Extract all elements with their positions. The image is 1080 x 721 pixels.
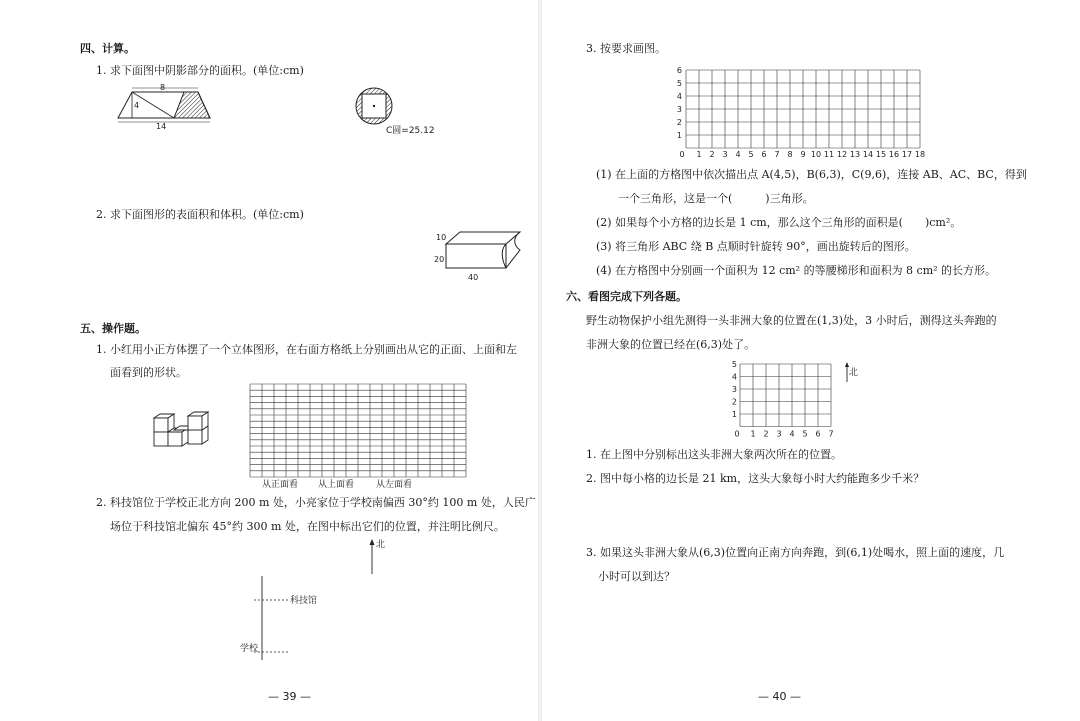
- cuboid-figure: [432, 226, 532, 286]
- question-3-4: (4) 在方格图中分别画一个面积为 12 cm² 的等腰梯形和面积为 8 cm² 的长方形。: [596, 264, 997, 277]
- section-4-title: 四、计算。: [80, 42, 135, 55]
- grid1-x-tick: 11: [823, 150, 835, 159]
- view-label-left: 从左面看: [376, 480, 413, 490]
- grid1-x-tick: 12: [836, 150, 848, 159]
- cuboid-height-label: 20: [434, 255, 445, 264]
- grid1-y-tick: 3: [676, 105, 682, 114]
- trapezoid-bottom-label: 14: [156, 122, 167, 131]
- grid2-x-tick: 5: [802, 429, 808, 439]
- grid1-x-tick: 7: [774, 150, 780, 159]
- grid1-x-tick: 6: [761, 150, 767, 159]
- grid1-x-tick: 17: [901, 150, 913, 159]
- trapezoid-height-label: 4: [134, 101, 140, 110]
- section-6-question-2: 2. 图中每小格的边长是 21 km，这头大象每小时大约能跑多少千米？: [586, 472, 925, 485]
- section-6-line1: 野生动物保护小组先测得一头非洲大象的位置在(1,3)处，3 小时后，测得这头奔跑的: [586, 314, 997, 327]
- grid1-y-tick: 5: [676, 79, 682, 88]
- cube-stack-figure: [150, 406, 220, 454]
- page-40: [540, 0, 1080, 721]
- grid2-y-tick: 2: [731, 397, 737, 407]
- grid1-x-tick: 18: [914, 150, 926, 159]
- grid2-x-tick: 0: [734, 429, 740, 439]
- grid1-x-tick: 4: [735, 150, 741, 159]
- section-6-question-1: 1. 在上图中分别标出这头非洲大象两次所在的位置。: [586, 448, 842, 461]
- grid1-x-tick: 0: [679, 150, 685, 159]
- grid2-x-tick: 7: [828, 429, 834, 439]
- section-6-question-3-line2: 小时可以到达？: [598, 570, 675, 583]
- grid2-north-label: 北: [849, 368, 859, 378]
- circle-circumference-label: C圆=25.12: [386, 126, 435, 136]
- grid2-y-tick: 5: [731, 360, 737, 369]
- grid2-x-tick: 4: [789, 429, 795, 439]
- grid2-x-tick: 1: [750, 429, 756, 439]
- page-number-left: — 39 —: [268, 690, 311, 703]
- section-6-question-3-line1: 3. 如果这头非洲大象从(6,3)位置向正南方向奔跑，到(6,1)处喝水，照上面的速度，几: [586, 546, 1005, 559]
- grid1-x-tick: 8: [787, 150, 793, 159]
- grid1-y-tick: 4: [676, 92, 682, 101]
- question-5-1-line1: 1. 小红用小正方体摆了一个立体图形，在右面方格纸上分别画出从它的正面、上面和左: [96, 343, 517, 356]
- views-grid: [248, 382, 470, 490]
- grid2-y-tick: 1: [731, 410, 737, 419]
- question-5-2-line1: 2. 科技馆位于学校正北方向 200 m 处，小亮家位于学校南偏西 30°约 100 m 处，人民广: [96, 496, 536, 509]
- question-4-2: 2. 求下面图形的表面积和体积。(单位:cm): [96, 208, 304, 221]
- cuboid-length-label: 40: [468, 273, 479, 282]
- grid1-y-tick: 6: [676, 66, 682, 75]
- question-5-1-line2: 面看到的形状。: [110, 366, 187, 379]
- grid1-y-tick: 2: [676, 118, 682, 127]
- school-label: 学校: [240, 644, 259, 654]
- museum-label: 科技馆: [290, 596, 318, 606]
- grid1-x-tick: 14: [862, 150, 874, 159]
- grid1-x-tick: 16: [888, 150, 900, 159]
- grid2-x-tick: 6: [815, 429, 821, 439]
- grid1-x-tick: 5: [748, 150, 754, 159]
- question-3-title: 3. 按要求画图。: [586, 42, 666, 55]
- question-3-2: (2) 如果每个小方格的边长是 1 cm，那么这个三角形的面积是( )cm²。: [596, 216, 962, 229]
- trapezoid-figure: [112, 82, 212, 132]
- page-number-right: — 40 —: [758, 690, 801, 703]
- grid1-x-tick: 10: [810, 150, 822, 159]
- grid2-x-tick: 2: [763, 429, 769, 439]
- grid2-y-tick: 3: [731, 385, 737, 394]
- coordinate-grid-2: [730, 358, 840, 440]
- grid2-y-tick: 4: [731, 372, 737, 382]
- question-3-3: (3) 将三角形 ABC 绕 B 点顺时针旋转 90°，画出旋转后的图形。: [596, 240, 916, 253]
- question-3-1-line2: 一个三角形，这是一个( )三角形。: [618, 192, 814, 205]
- section-6-title: 六、看图完成下列各题。: [566, 290, 687, 303]
- grid1-y-tick: 1: [676, 131, 682, 140]
- circle-figure: [348, 86, 448, 138]
- cuboid-width-label: 10: [436, 233, 447, 242]
- question-3-1-line1: (1) 在上面的方格图中依次描出点 A(4,5)，B(6,3)，C(9,6)，连接 AB、AC、BC，得到: [596, 168, 1027, 181]
- section-6-line2: 非洲大象的位置已经在(6,3)处了。: [586, 338, 756, 351]
- grid2-x-tick: 3: [776, 429, 782, 439]
- question-4-1: 1. 求下面图中阴影部分的面积。(单位:cm): [96, 64, 304, 77]
- view-label-top: 从上面看: [318, 480, 355, 490]
- grid1-x-tick: 13: [849, 150, 861, 159]
- question-5-2-line2: 场位于科技馆北偏东 45°约 300 m 处，在图中标出它们的位置，并注明比例尺。: [110, 520, 505, 533]
- view-label-front: 从正面看: [262, 480, 299, 490]
- north-label: 北: [376, 540, 386, 550]
- grid1-x-tick: 15: [875, 150, 887, 159]
- grid1-x-tick: 3: [722, 150, 728, 159]
- grid1-x-tick: 9: [800, 150, 806, 159]
- grid1-x-tick: 2: [709, 150, 715, 159]
- coordinate-grid-1: [674, 64, 934, 162]
- trapezoid-top-label: 8: [160, 83, 166, 92]
- grid1-x-tick: 1: [696, 150, 702, 159]
- section-5-title: 五、操作题。: [80, 322, 146, 335]
